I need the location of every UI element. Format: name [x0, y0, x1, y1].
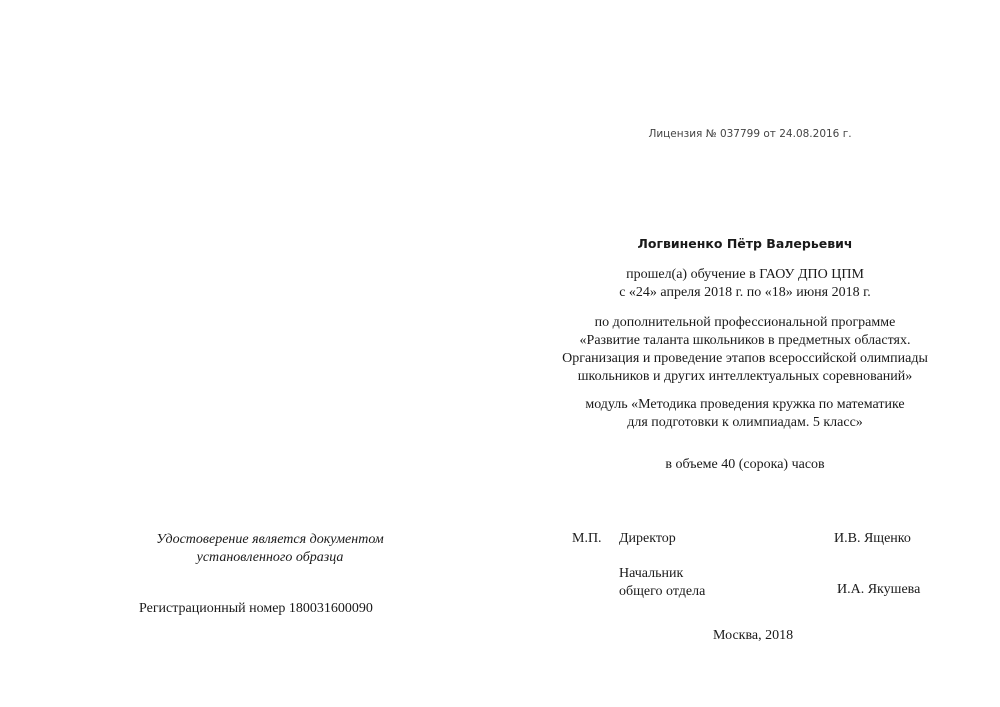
program-line: по дополнительной профессиональной программе	[594, 315, 896, 330]
recipient-name: Логвиненко Пётр Валерьевич	[637, 236, 853, 251]
training-line: прошел(а) обучение в ГАОУ ДПО ЦПМ	[626, 267, 864, 282]
certificate-note-line: Удостоверение является документом	[156, 532, 384, 547]
certificate-note-line: установленного образца	[196, 550, 344, 565]
program-line: «Развитие таланта школьников в предметных областях.	[579, 333, 911, 348]
program-line: Организация и проведение этапов всероссийской олимпиады	[562, 351, 928, 366]
course-volume: в объеме 40 (сорока) часов	[665, 457, 825, 472]
program-line: школьников и других интеллектуальных соревнований»	[577, 369, 913, 384]
head-title-line: Начальник	[619, 566, 684, 581]
training-info	[540, 266, 950, 302]
certificate-note	[120, 531, 420, 567]
city-year: Москва, 2018	[713, 628, 794, 643]
stamp-place: М.П.	[572, 531, 602, 546]
head-title-line: общего отдела	[619, 584, 706, 599]
program-info	[540, 314, 950, 386]
license-number: Лицензия № 037799 от 24.08.2016 г.	[648, 128, 852, 140]
director-name: И.В. Ященко	[834, 531, 911, 546]
training-dates: с «24» апреля 2018 г. по «18» июня 2018 г.	[619, 285, 871, 300]
module-line: модуль «Методика проведения кружка по математике	[585, 397, 905, 412]
director-title: Директор	[619, 531, 676, 546]
registration-number: Регистрационный номер 180031600090	[139, 601, 373, 616]
head-name: И.А. Якушева	[837, 582, 921, 597]
head-title	[619, 565, 705, 601]
module-line: для подготовки к олимпиадам. 5 класс»	[627, 415, 863, 430]
module-info	[540, 396, 950, 432]
